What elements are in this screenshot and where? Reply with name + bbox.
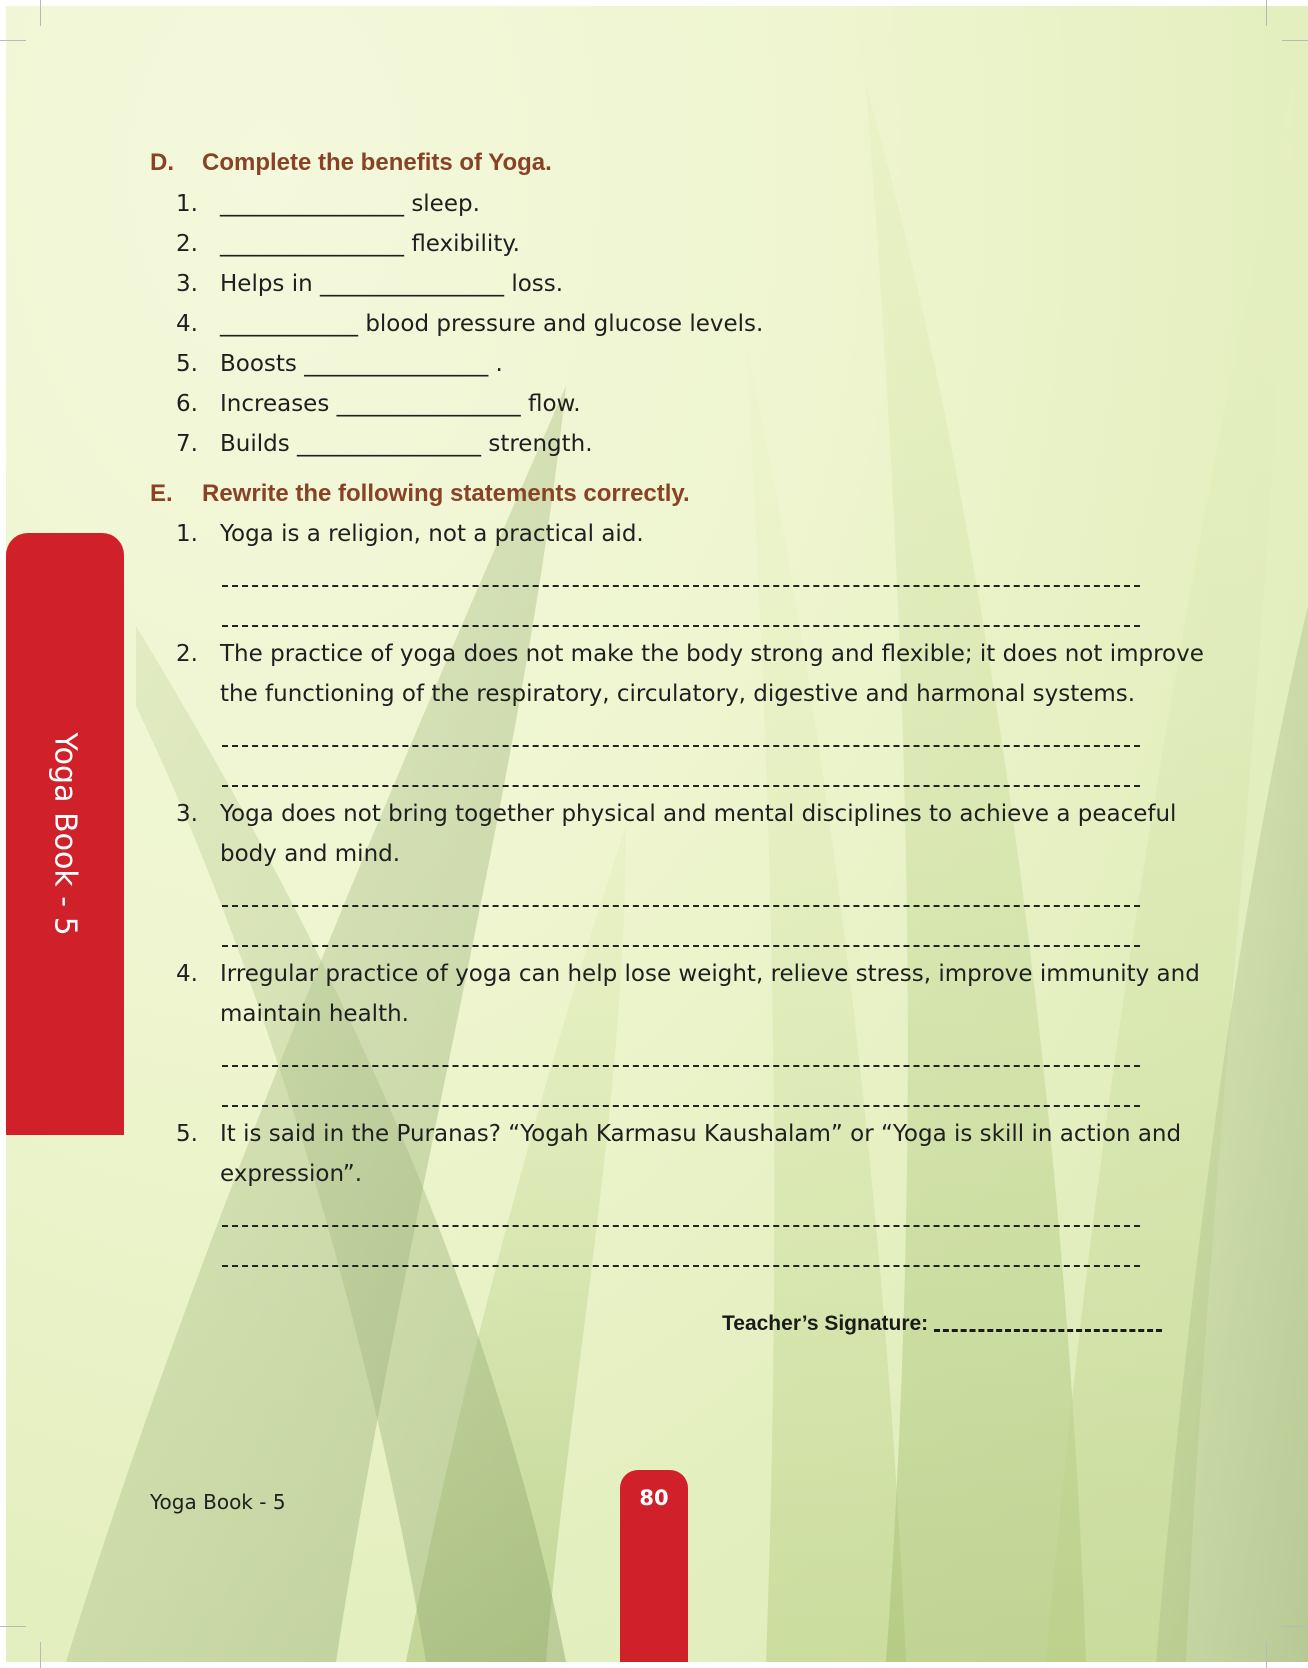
answer-line[interactable]: [222, 625, 1140, 627]
crop-mark: [1282, 40, 1308, 41]
list-item: [220, 190, 480, 218]
grass-background-image: [6, 6, 1308, 1662]
item-text-before: Increases: [220, 391, 330, 417]
item-number: 5.: [176, 351, 198, 377]
item-text-before: Boosts: [220, 351, 297, 377]
item-number: 5.: [176, 1121, 198, 1147]
statement-text: The practice of yoga does not make the body strong and flexible; it does not improve: [220, 641, 1204, 667]
answer-line[interactable]: [222, 745, 1140, 747]
section-e-letter: E.: [150, 480, 173, 507]
item-number: 4.: [176, 311, 198, 337]
item-number: 6.: [176, 391, 198, 417]
item-number: 2.: [176, 641, 198, 667]
item-text-after: flexibility.: [411, 231, 520, 257]
statement-text-continued: the functioning of the respiratory, circulatory, digestive and harmonal systems.: [220, 681, 1136, 707]
item-text-before: Builds: [220, 431, 290, 457]
item-number: 4.: [176, 961, 198, 987]
side-tab-label: Yoga Book - 5: [47, 732, 83, 936]
item-number: 3.: [176, 801, 198, 827]
answer-line[interactable]: [222, 1105, 1140, 1107]
statement-text: It is said in the Puranas? “Yogah Karmasu Kaushalam” or “Yoga is skill in action and: [220, 1121, 1182, 1147]
item-number: 7.: [176, 431, 198, 457]
crop-mark: [0, 1626, 26, 1627]
crop-mark: [0, 40, 26, 41]
section-d-letter: D.: [150, 149, 174, 176]
statement-text-continued: body and mind.: [220, 841, 401, 867]
item-text-after: flow.: [527, 391, 581, 417]
statement-text: Yoga does not bring together physical and mental disciplines to achieve a peaceful: [220, 801, 1177, 827]
teacher-signature: [722, 1312, 1162, 1336]
section-e-heading: [150, 480, 690, 508]
crop-mark: [1266, 1642, 1267, 1668]
signature-label: Teacher’s Signature:: [722, 1312, 929, 1335]
item-number: 1.: [176, 191, 198, 217]
crop-mark: [40, 0, 41, 26]
item-text-after: loss.: [511, 271, 564, 297]
statement-text-continued: maintain health.: [220, 1001, 409, 1027]
item-text-before: Helps in: [220, 271, 313, 297]
item-text-after: .: [495, 351, 503, 377]
answer-line[interactable]: [222, 1225, 1140, 1227]
crop-mark: [1282, 1626, 1308, 1627]
blank-line[interactable]: ________________: [220, 231, 404, 257]
list-item: [220, 230, 520, 258]
section-e-title: Rewrite the following statements correctly.: [202, 480, 690, 507]
answer-line[interactable]: [222, 945, 1140, 947]
worksheet-page: [6, 6, 1308, 1662]
list-item: [220, 390, 581, 418]
answer-line[interactable]: [222, 585, 1140, 587]
item-text-after: sleep.: [411, 191, 480, 217]
blank-line[interactable]: ________________: [304, 351, 489, 377]
list-item: [220, 310, 763, 338]
blank-line[interactable]: ____________: [220, 311, 358, 337]
footer-book-title: Yoga Book - 5: [150, 1490, 286, 1514]
statement-text-continued: expression”.: [220, 1161, 363, 1187]
answer-line[interactable]: [222, 905, 1140, 907]
blank-line[interactable]: ________________: [220, 191, 404, 217]
blank-line[interactable]: ________________: [297, 431, 482, 457]
section-d-title: Complete the benefits of Yoga.: [202, 149, 552, 176]
list-item: [220, 350, 503, 378]
list-item: [220, 430, 593, 458]
statement-text: Irregular practice of yoga can help lose weight, relieve stress, improve immunity and: [220, 961, 1200, 987]
item-number: 3.: [176, 271, 198, 297]
signature-line[interactable]: [934, 1329, 1162, 1332]
list-item: [220, 270, 563, 298]
answer-line[interactable]: [222, 785, 1140, 787]
item-text-after: strength.: [488, 431, 593, 457]
item-number: 1.: [176, 521, 198, 547]
statement-text: Yoga is a religion, not a practical aid.: [220, 521, 644, 547]
blank-line[interactable]: ________________: [320, 271, 505, 297]
crop-mark: [1266, 0, 1267, 26]
item-number: 2.: [176, 231, 198, 257]
section-d-heading: [150, 149, 552, 177]
crop-mark: [40, 1642, 41, 1668]
blank-line[interactable]: ________________: [336, 391, 521, 417]
answer-line[interactable]: [222, 1065, 1140, 1067]
item-text-after: blood pressure and glucose levels.: [365, 311, 764, 337]
answer-line[interactable]: [222, 1265, 1140, 1267]
page-number: 80: [620, 1470, 688, 1662]
